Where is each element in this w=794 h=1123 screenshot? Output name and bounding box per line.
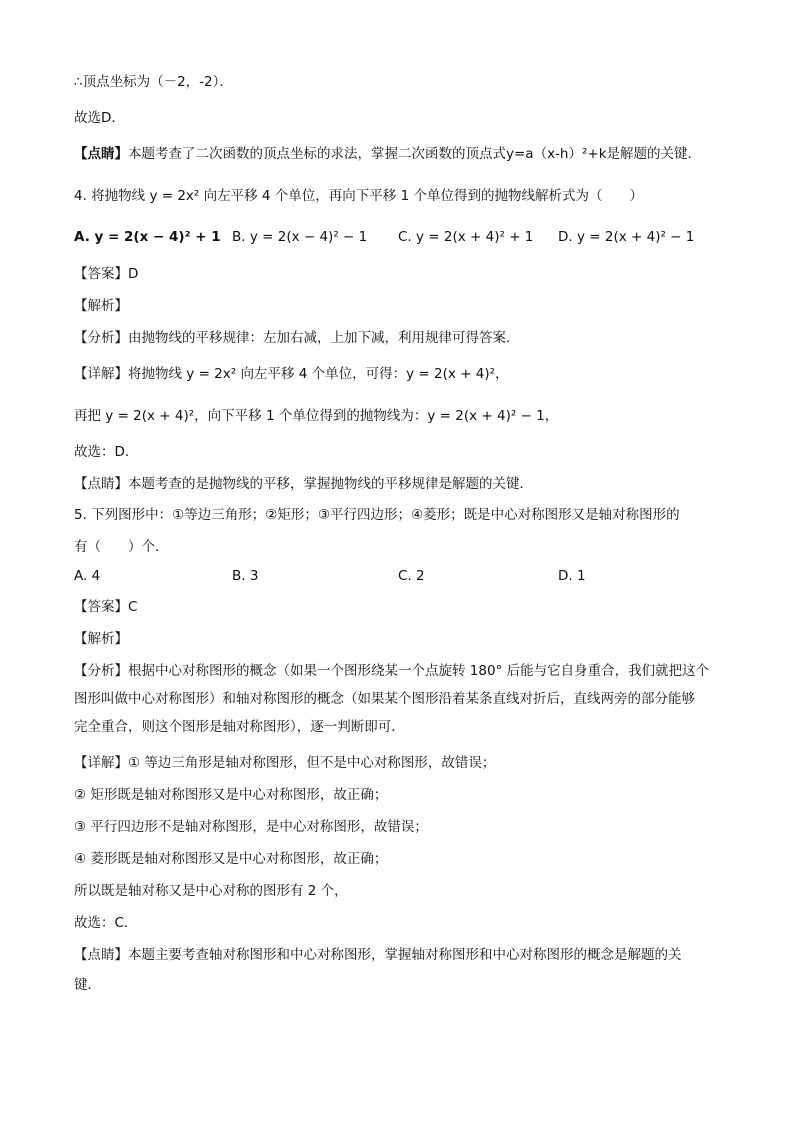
q5-analysis-2: 图形叫做中心对称图形）和轴对称图形的概念（如果某个图形沿着某条直线对折后，直线两旁的部分能够 bbox=[74, 691, 695, 707]
q5-analysis-label: 【解析】 bbox=[74, 631, 128, 647]
q4-option-b: B. y = 2(x − 4)² − 1 bbox=[232, 229, 368, 245]
q5-answer: 【答案】C bbox=[74, 599, 138, 615]
question-5-line2: 有（ ）个． bbox=[74, 539, 169, 555]
question-5-line1: 5. 下列图形中：①等边三角形；②矩形；③平行四边形；④菱形；既是中心对称图形又是轴对称图形的 bbox=[74, 507, 680, 523]
q5-detail-1: 【详解】① 等边三角形是轴对称图形，但不是中心对称图形，故错误； bbox=[74, 755, 496, 771]
q5-note-2: 键． bbox=[74, 977, 101, 993]
q5-detail-4: ④ 菱形既是轴对称图形又是中心对称图形，故正确； bbox=[74, 851, 388, 867]
note-line bbox=[74, 144, 701, 164]
q5-detail-2: ② 矩形既是轴对称图形又是中心对称图形，故正确； bbox=[74, 787, 388, 803]
q5-option-c: C. 2 bbox=[398, 568, 425, 584]
q5-analysis-3: 完全重合，则这个图形是轴对称图形），逐一判断即可． bbox=[74, 719, 405, 735]
q4-detail-line2: 再把 y = 2(x + 4)²，向下平移 1 个单位得到的抛物线为：y = 2(x + 4)² − 1， bbox=[74, 408, 559, 424]
note-text: 本题考查了二次函数的顶点坐标的求法，掌握二次函数的顶点式y=a（x-h）²+k是解题的关键． bbox=[128, 146, 702, 162]
q4-analysis-label: 【解析】 bbox=[74, 298, 128, 314]
q4-choice: 故选：D． bbox=[74, 444, 139, 460]
q5-choice: 故选：C． bbox=[74, 915, 138, 931]
q5-option-d: D. 1 bbox=[558, 568, 586, 584]
q4-detail: 【详解】将抛物线 y = 2x² 向左平移 4 个单位，可得：y = 2(x + 4)²， bbox=[74, 366, 509, 382]
q4-note: 【点睛】本题考查的是抛物线的平移，掌握抛物线的平移规律是解题的关键． bbox=[74, 476, 533, 492]
q4-option-a: A. y = 2(x − 4)² + 1 bbox=[74, 229, 221, 245]
q5-note-1: 【点睛】本题主要考查轴对称图形和中心对称图形，掌握轴对称图形和中心对称图形的概念是解题的关 bbox=[74, 947, 682, 963]
q5-option-b: B. 3 bbox=[232, 568, 259, 584]
choice-statement: 故选D． bbox=[74, 110, 125, 126]
vertex-conclusion: ∴顶点坐标为（－2，-2）． bbox=[74, 74, 233, 90]
q5-analysis-1: 【分析】根据中心对称图形的概念（如果一个图形绕某一个点旋转 180° 后能与它自身重合，我们就把这个 bbox=[74, 663, 710, 679]
q5-option-a: A. 4 bbox=[74, 568, 101, 584]
q5-detail-5: 所以既是轴对称又是中心对称的图形有 2 个， bbox=[74, 883, 348, 899]
question-4: 4. 将抛物线 y = 2x² 向左平移 4 个单位，再向下平移 1 个单位得到的抛物线解析式为（ ） bbox=[74, 188, 643, 204]
q4-option-c: C. y = 2(x + 4)² + 1 bbox=[398, 229, 534, 245]
q4-answer: 【答案】D bbox=[74, 266, 139, 282]
q4-option-d: D. y = 2(x + 4)² − 1 bbox=[558, 229, 695, 245]
note-tag: 【点睛】 bbox=[74, 146, 128, 162]
q4-analysis: 【分析】由抛物线的平移规律：左加右减，上加下减，利用规律可得答案． bbox=[74, 330, 520, 346]
q5-detail-3: ③ 平行四边形不是轴对称图形，是中心对称图形，故错误； bbox=[74, 819, 428, 835]
